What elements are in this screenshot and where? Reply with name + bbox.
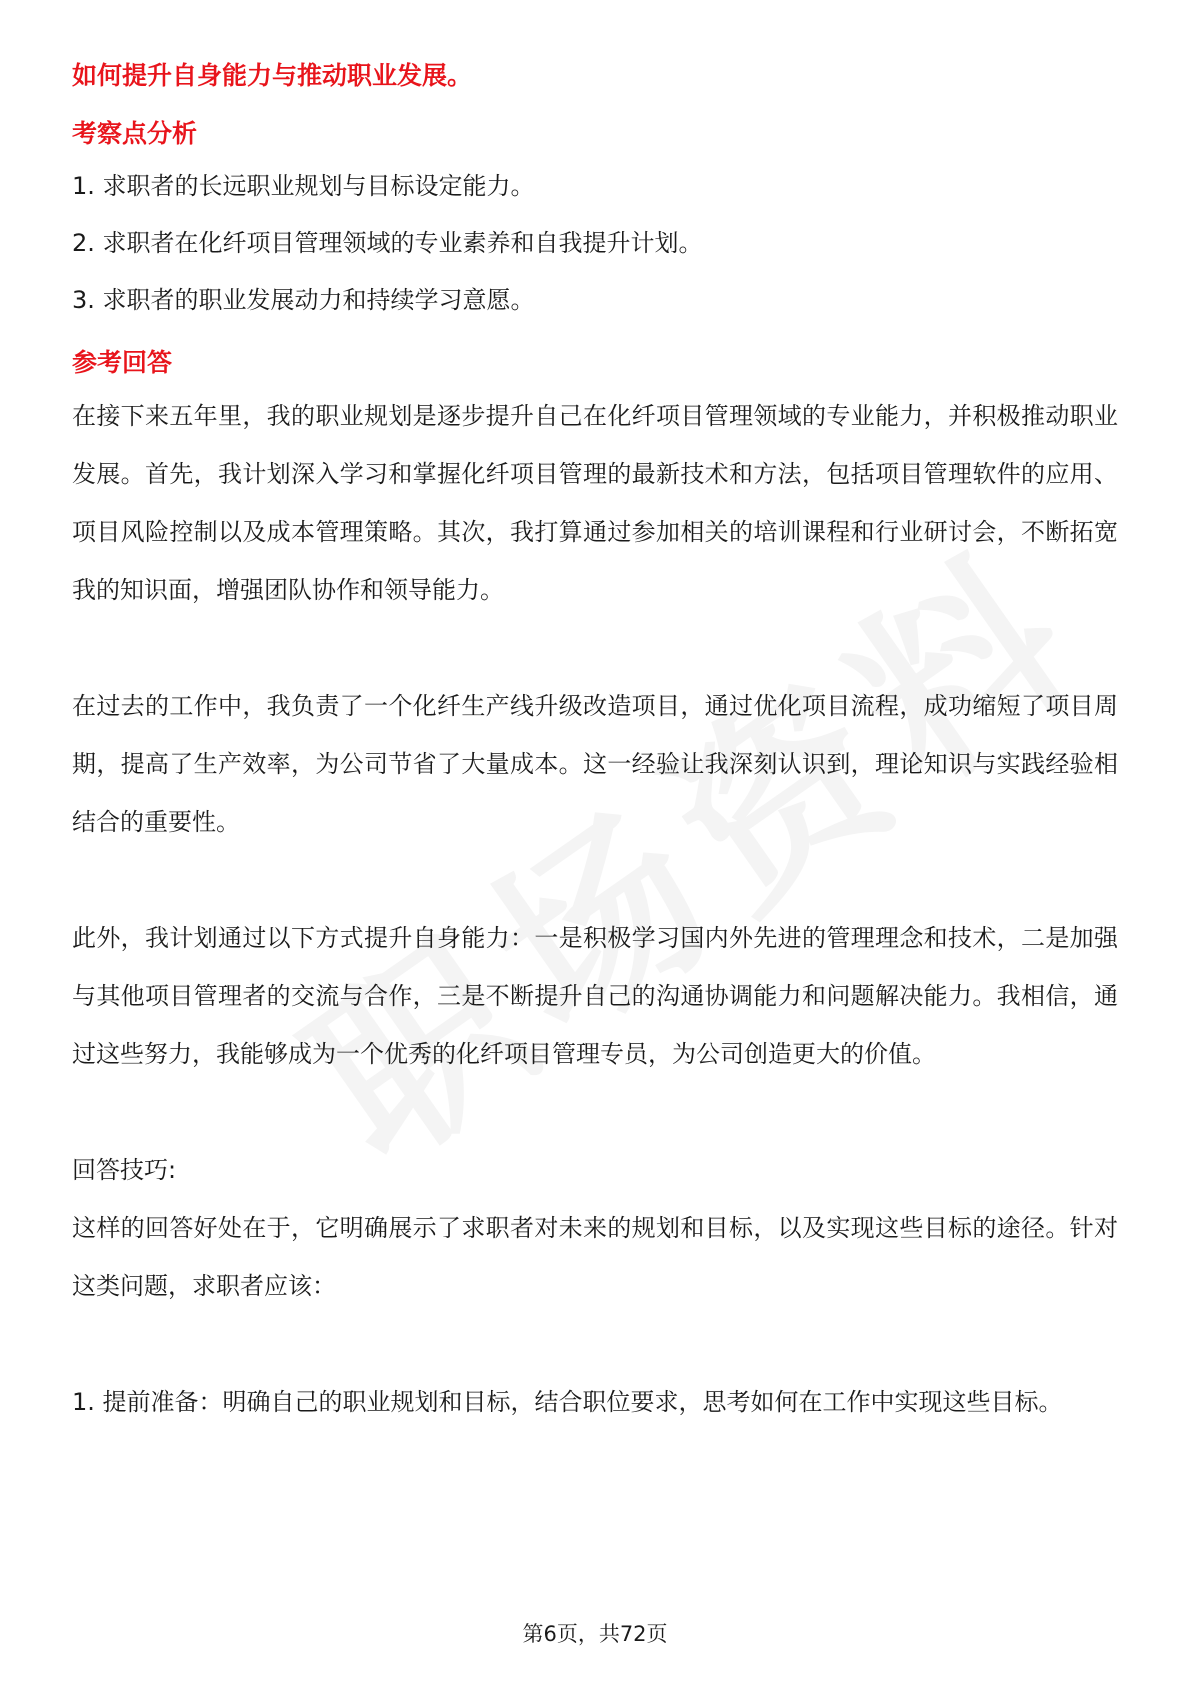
tips-label: 回答技巧: <box>72 1156 177 1184</box>
page-number: 第6页，共72页 <box>522 1622 668 1646</box>
paragraph-gap <box>72 619 1118 677</box>
answer-paragraph: 此外，我计划通过以下方式提升自身能力：一是积极学习国内外先进的管理理念和技术，二是加强与其他项目管理者的交流与合作，三是不断提升自己的沟通协调能力和问题解决能力。我相信，通过这些努力，我能够成为一个优秀的化纤项目管理专员，为公司创造更大的价值。 <box>72 924 1118 1068</box>
answer-paragraph: 在接下来五年里，我的职业规划是逐步提升自己在化纤项目管理领域的专业能力，并积极推动职业发展。首先，我计划深入学习和掌握化纤项目管理的最新技术和方法，包括项目管理软件的应用、项目风险控制以及成本管理策略。其次，我打算通过参加相关的培训课程和行业研讨会，不断拓宽我的知识面，增强团队协作和领导能力。 <box>72 402 1118 604</box>
analysis-point: 2. 求职者在化纤项目管理领域的专业素养和自我提升计划。 <box>72 229 703 257</box>
paragraph-gap <box>72 1083 1118 1141</box>
paragraph-gap <box>72 1315 1118 1373</box>
tips-item: 1. 提前准备：明确自己的职业规划和目标，结合职位要求，思考如何在工作中实现这些目标。 <box>72 1388 1063 1416</box>
answer-paragraph: 在过去的工作中，我负责了一个化纤生产线升级改造项目，通过优化项目流程，成功缩短了项目周期，提高了生产效率，为公司节省了大量成本。这一经验让我深刻认识到，理论知识与实践经验相结合的重要性。 <box>72 692 1118 836</box>
paragraph-gap <box>72 851 1118 909</box>
answer-heading: 参考回答 <box>72 348 173 377</box>
question-title: 如何提升自身能力与推动职业发展。 <box>72 61 473 90</box>
analysis-point: 3. 求职者的职业发展动力和持续学习意愿。 <box>72 286 535 314</box>
tips-intro: 这样的回答好处在于，它明确展示了求职者对未来的规划和目标，以及实现这些目标的途径。针对这类问题，求职者应该： <box>72 1214 1118 1300</box>
analysis-point: 1. 求职者的长远职业规划与目标设定能力。 <box>72 172 535 200</box>
document-page <box>72 52 1118 1431</box>
analysis-heading: 考察点分析 <box>72 119 198 148</box>
